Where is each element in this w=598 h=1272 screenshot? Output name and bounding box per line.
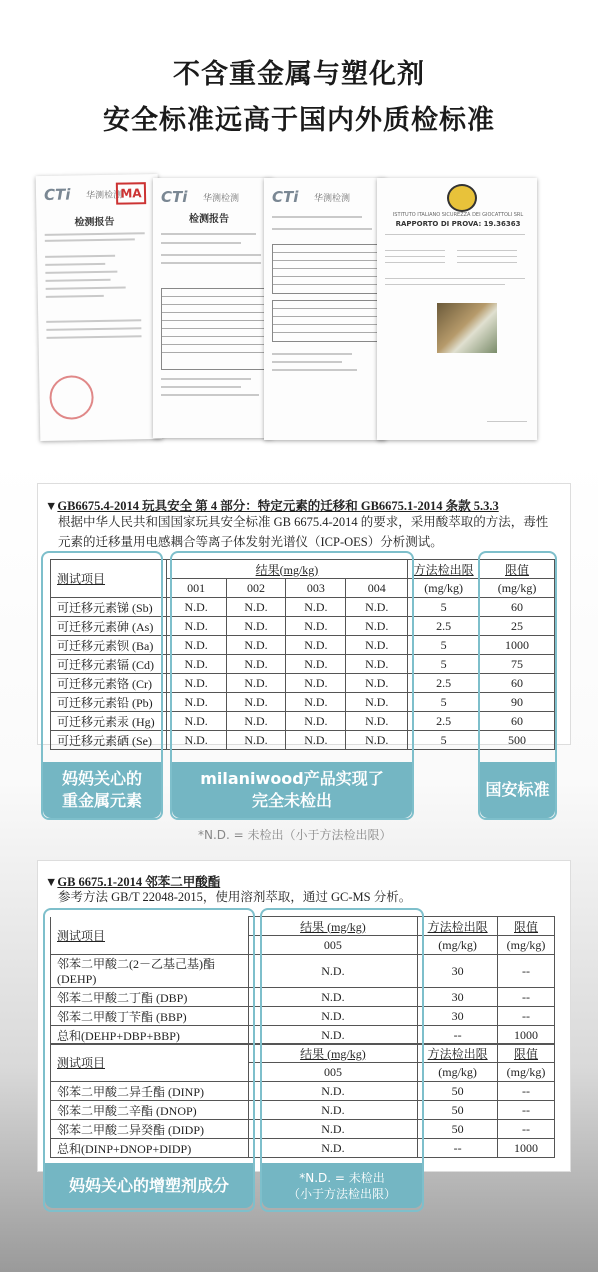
row-result: N.D. — [346, 712, 408, 731]
row-result: N.D. — [286, 617, 346, 636]
red-seal-icon — [49, 375, 94, 420]
row-limit: 90 — [480, 693, 555, 712]
cti-logo: CTi — [272, 188, 299, 206]
product-photo — [437, 303, 497, 353]
row-mdl: 30 — [418, 1007, 498, 1026]
row-limit: 500 — [480, 731, 555, 750]
sample-id: 001 — [166, 579, 226, 598]
row-limit: -- — [498, 955, 555, 988]
row-result: N.D. — [248, 1082, 418, 1101]
header-item: 测试项目 — [51, 1044, 249, 1082]
row-limit: 1000 — [480, 636, 555, 655]
header-limit: 限值 — [480, 560, 555, 579]
phthalates-section-title: ▼GB 6675.1-2014 邻苯二甲酸酯 — [45, 875, 221, 889]
row-item: 可迁移元素镉 (Cd) — [51, 655, 167, 674]
header-limit-unit: (mg/kg) — [498, 1063, 555, 1082]
header-item: 测试项目 — [51, 917, 249, 955]
report-thumbnail-1 — [36, 174, 163, 441]
phthalates-description: 参考方法 GB/T 22048-2015，使用溶剂萃取，通过 GC-MS 分析。 — [58, 890, 412, 904]
sample-id: 003 — [286, 579, 346, 598]
headline-line-2: 安全标准远高于国内外质检标准 — [103, 105, 495, 136]
row-item: 可迁移元素硒 (Se) — [51, 731, 167, 750]
report-thumbnail-3 — [264, 178, 386, 440]
row-limit: -- — [498, 1082, 555, 1101]
row-result: N.D. — [286, 636, 346, 655]
heavy-metals-section-title: ▼GB6675.4-2014 玩具安全 第 4 部分：特定元素的迁移和 GB6675.1-2014 条款 5.3.3 — [45, 499, 499, 513]
headline-line-1: 不含重金属与塑化剂 — [173, 59, 425, 90]
row-limit: 1000 — [498, 1026, 555, 1045]
row-mdl: 5 — [408, 655, 480, 674]
row-mdl: -- — [418, 1026, 498, 1045]
row-result: N.D. — [226, 731, 286, 750]
row-result: N.D. — [286, 655, 346, 674]
row-mdl: 50 — [418, 1101, 498, 1120]
row-result: N.D. — [248, 1139, 418, 1158]
row-result: N.D. — [346, 731, 408, 750]
header-limit: 限值 — [498, 1044, 555, 1063]
row-mdl: 2.5 — [408, 712, 480, 731]
header-limit-unit: (mg/kg) — [480, 579, 555, 598]
row-item: 邻苯二甲酸二丁酯 (DBP) — [51, 988, 249, 1007]
row-result: N.D. — [346, 674, 408, 693]
row-result: N.D. — [346, 655, 408, 674]
row-limit: 60 — [480, 712, 555, 731]
row-mdl: 50 — [418, 1120, 498, 1139]
row-result: N.D. — [286, 674, 346, 693]
row-limit: -- — [498, 1120, 555, 1139]
row-mdl: 5 — [408, 636, 480, 655]
row-result: N.D. — [166, 712, 226, 731]
row-result: N.D. — [248, 955, 418, 988]
row-result: N.D. — [226, 655, 286, 674]
header-result: 结果(mg/kg) — [166, 560, 407, 579]
report-title: 检测报告 — [74, 216, 115, 229]
callout-nd-note: *N.D. = 未检出 （小于方法检出限） — [262, 1163, 422, 1208]
row-result: N.D. — [166, 636, 226, 655]
nd-footnote: *N.D. = 未检出（小于方法检出限） — [198, 828, 392, 842]
header-limit-unit: (mg/kg) — [498, 936, 555, 955]
sample-id: 002 — [226, 579, 286, 598]
header-mdl: 方法检出限 — [418, 917, 498, 936]
row-item: 邻苯二甲酸二异癸酯 (DIDP) — [51, 1120, 249, 1139]
row-result: N.D. — [286, 693, 346, 712]
row-result: N.D. — [226, 674, 286, 693]
row-limit: 1000 — [498, 1139, 555, 1158]
iisg-logo-icon — [447, 184, 477, 212]
row-result: N.D. — [226, 636, 286, 655]
row-result: N.D. — [166, 674, 226, 693]
header-item: 测试项目 — [51, 560, 167, 598]
row-result: N.D. — [226, 617, 286, 636]
cti-logo: CTi — [43, 185, 71, 204]
row-result: N.D. — [346, 598, 408, 617]
row-item: 邻苯二甲酸丁苄酯 (BBP) — [51, 1007, 249, 1026]
row-mdl: -- — [418, 1139, 498, 1158]
row-mdl: 30 — [418, 988, 498, 1007]
row-mdl: 30 — [418, 955, 498, 988]
row-item: 总和(DEHP+DBP+BBP) — [51, 1026, 249, 1045]
row-limit: 60 — [480, 674, 555, 693]
row-result: N.D. — [166, 617, 226, 636]
row-result: N.D. — [166, 731, 226, 750]
row-item: 邻苯二甲酸二异壬酯 (DINP) — [51, 1082, 249, 1101]
sample-id: 004 — [346, 579, 408, 598]
row-result: N.D. — [346, 617, 408, 636]
row-limit: 75 — [480, 655, 555, 674]
row-result: N.D. — [166, 655, 226, 674]
row-item: 可迁移元素钡 (Ba) — [51, 636, 167, 655]
report-title: RAPPORTO DI PROVA: 19.36363 — [395, 220, 521, 228]
row-mdl: 5 — [408, 693, 480, 712]
heavy-metals-description: 根据中华人民共和国国家玩具安全标准 GB 6675.4-2014 的要求，采用酸萃取的方法，毒性元素的迁移量用电感耦合等离子体发射光谱仪（ICP-OES）分析测试。 — [58, 515, 549, 549]
row-item: 可迁移元素锑 (Sb) — [51, 598, 167, 617]
row-result: N.D. — [248, 1120, 418, 1139]
row-result: N.D. — [226, 693, 286, 712]
row-result: N.D. — [286, 731, 346, 750]
cti-logo: CTi — [161, 188, 188, 206]
row-result: N.D. — [166, 598, 226, 617]
row-limit: -- — [498, 1007, 555, 1026]
cti-logo-text: 华测检测 — [314, 194, 351, 204]
row-limit: -- — [498, 1101, 555, 1120]
header-mdl-unit: (mg/kg) — [418, 1063, 498, 1082]
row-item: 可迁移元素铅 (Pb) — [51, 693, 167, 712]
row-result: N.D. — [346, 636, 408, 655]
row-mdl: 5 — [408, 598, 480, 617]
row-result: N.D. — [248, 1026, 418, 1045]
row-result: N.D. — [346, 693, 408, 712]
header-mdl: 方法检出限 — [418, 1044, 498, 1063]
row-mdl: 2.5 — [408, 617, 480, 636]
row-result: N.D. — [248, 1101, 418, 1120]
row-result: N.D. — [226, 712, 286, 731]
row-result: N.D. — [226, 598, 286, 617]
report-org: ISTITUTO ITALIANO SICUREZZA DEI GIOCATTOLI SRL — [392, 212, 524, 218]
report-thumbnail-4 — [377, 178, 537, 440]
header-mdl-unit: (mg/kg) — [418, 936, 498, 955]
report-thumbnail-2 — [153, 178, 273, 438]
header-limit: 限值 — [498, 917, 555, 936]
row-item: 总和(DINP+DNOP+DIDP) — [51, 1139, 249, 1158]
header-mdl: 方法检出限 — [408, 560, 480, 579]
row-item: 邻苯二甲酸二辛酯 (DNOP) — [51, 1101, 249, 1120]
ma-stamp-logo: MA — [116, 182, 146, 205]
row-mdl: 5 — [408, 731, 480, 750]
row-limit: -- — [498, 988, 555, 1007]
row-result: N.D. — [286, 712, 346, 731]
header-result: 结果 (mg/kg) — [248, 917, 418, 936]
row-result: N.D. — [166, 693, 226, 712]
row-mdl: 2.5 — [408, 674, 480, 693]
cti-logo-text: 华测检测 — [203, 194, 240, 204]
cti-logo-text: 华测检测 — [85, 190, 123, 202]
callout-not-detected: milaniwood产品实现了 完全未检出 — [172, 762, 412, 818]
row-item: 邻苯二甲酸二(2－乙基己基)酯(DEHP) — [51, 955, 249, 988]
row-result: N.D. — [248, 988, 418, 1007]
row-limit: 60 — [480, 598, 555, 617]
callout-heavy-metals: 妈妈关心的 重金属元素 — [43, 762, 161, 818]
row-limit: 25 — [480, 617, 555, 636]
row-mdl: 50 — [418, 1082, 498, 1101]
callout-plasticizers: 妈妈关心的增塑剂成分 — [45, 1163, 253, 1208]
row-item: 可迁移元素砷 (As) — [51, 617, 167, 636]
row-item: 可迁移元素汞 (Hg) — [51, 712, 167, 731]
sample-id: 005 — [248, 936, 418, 955]
row-item: 可迁移元素铬 (Cr) — [51, 674, 167, 693]
report-title: 检测报告 — [189, 214, 229, 225]
row-result: N.D. — [248, 1007, 418, 1026]
sample-id: 005 — [248, 1063, 418, 1082]
callout-national-standard: 国安标准 — [480, 762, 555, 818]
header-mdl-unit: (mg/kg) — [408, 579, 480, 598]
header-result: 结果 (mg/kg) — [248, 1044, 418, 1063]
row-result: N.D. — [286, 598, 346, 617]
